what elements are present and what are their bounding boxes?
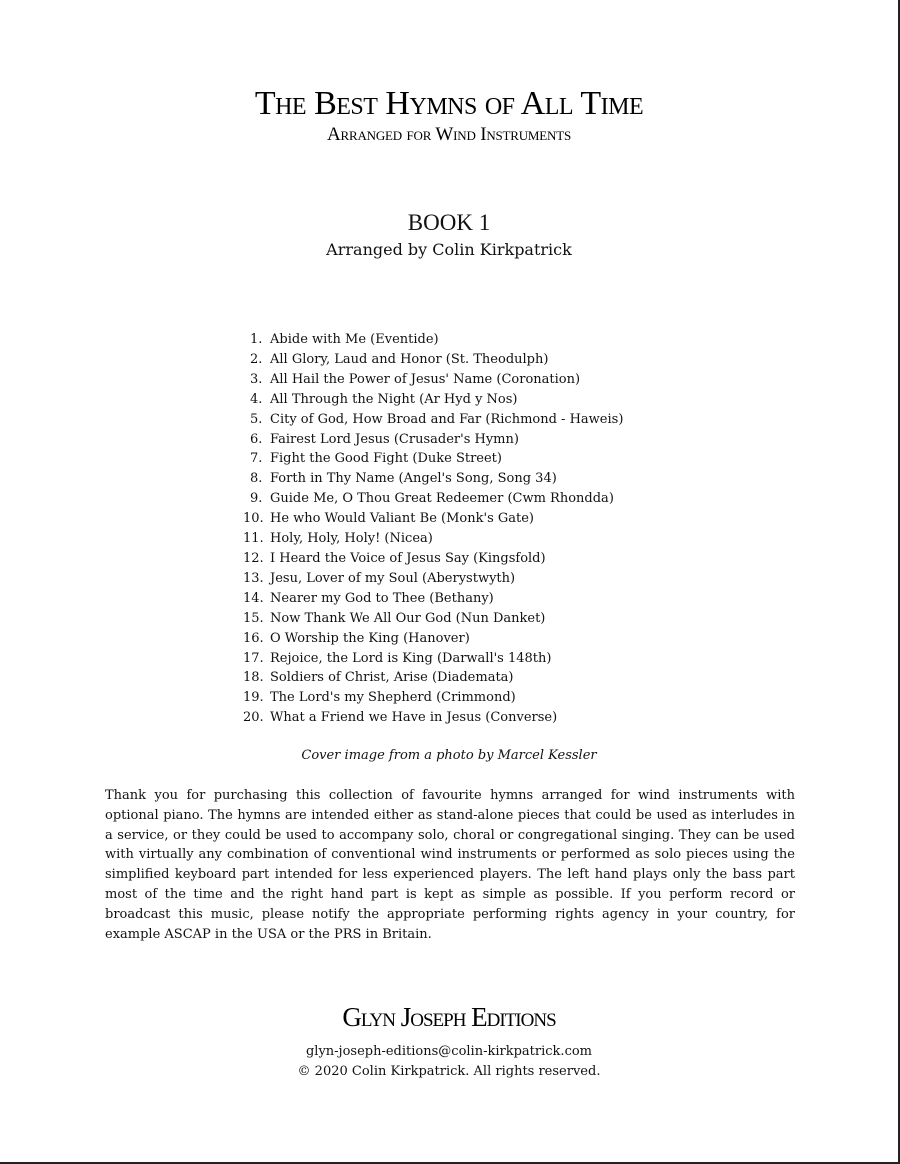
hymn-number: 14.: [243, 590, 264, 606]
hymn-number: 10.: [243, 511, 264, 527]
hymn-number: 7.: [250, 451, 263, 467]
arranger-credit: Arranged by Colin Kirkpatrick: [326, 240, 572, 259]
hymn-title: Fairest Lord Jesus (Crusader's Hymn): [270, 431, 519, 447]
hymn-number: 20.: [243, 710, 264, 726]
hymn-title: All Hail the Power of Jesus' Name (Coronation): [270, 371, 581, 387]
hymn-number: 4.: [250, 391, 263, 407]
hymn-title: I Heard the Voice of Jesus Say (Kingsfold): [270, 550, 546, 566]
hymn-list-item: [238, 390, 623, 410]
hymn-list-item: [238, 370, 623, 390]
hymn-list-item: [238, 529, 623, 549]
hymn-number: 1.: [250, 332, 263, 347]
hymn-number: 12.: [243, 550, 264, 566]
hymn-list: [238, 330, 623, 728]
hymn-number: 5.: [250, 411, 263, 427]
hymn-number: 2.: [250, 351, 263, 367]
hymn-title: Rejoice, the Lord is King (Darwall's 148th): [270, 650, 552, 666]
hymn-list-item: [238, 469, 623, 489]
hymn-title: Fight the Good Fight (Duke Street): [270, 451, 502, 467]
hymn-number: 17.: [243, 650, 264, 666]
hymn-list-item: [238, 430, 623, 450]
hymn-number: 16.: [243, 630, 264, 646]
hymn-number: 11.: [243, 531, 264, 547]
hymn-number: 8.: [250, 471, 263, 487]
hymn-title: Soldiers of Christ, Arise (Diademata): [270, 670, 514, 686]
hymn-list-item: [238, 569, 623, 589]
hymn-title: Guide Me, O Thou Great Redeemer (Cwm Rhondda): [270, 491, 614, 507]
hymn-title: Jesu, Lover of my Soul (Aberystwyth): [270, 570, 516, 586]
hymn-title: Holy, Holy, Holy! (Nicea): [270, 531, 433, 547]
hymn-number: 18.: [243, 670, 264, 686]
intro-paragraph: Thank you for purchasing this collection of favourite hymns arranged for wind instruments with optional piano. The hymns are intended either as stand-alone pieces that could be used as interludes in a service, or they could be used to accompany solo, choral or congregational singing. They can be used with virtually any combination of conventional wind instruments or performed as solo pieces using the simplified keyboard part intended for less experienced players. The left hand plays only the bass part most of the time and the right hand part is kept as simple as possible. If you perform record or broadcast this music, please notify the appropriate performing rights agency in your country, for example ASCAP in the USA or the PRS in Britain.: [105, 788, 795, 942]
hymn-list-item: [238, 589, 623, 609]
hymn-title: What a Friend we Have in Jesus (Converse): [270, 710, 558, 726]
hymn-list-item: [238, 410, 623, 430]
hymn-list-item: [238, 629, 623, 649]
hymn-list-item: [238, 609, 623, 629]
hymn-title: All Through the Night (Ar Hyd y Nos): [270, 391, 518, 407]
hymn-list-item: [238, 668, 623, 688]
hymn-title: City of God, How Broad and Far (Richmond - Haweis): [270, 411, 624, 427]
hymn-list-item: [238, 330, 623, 350]
hymn-title: Now Thank We All Our God (Nun Danket): [270, 610, 546, 626]
hymn-title: Forth in Thy Name (Angel's Song, Song 34): [270, 471, 557, 487]
hymn-list-item: [238, 549, 623, 569]
hymn-list-item: [238, 708, 623, 728]
copyright-notice: © 2020 Colin Kirkpatrick. All rights reserved.: [297, 1064, 601, 1079]
publisher-email: glyn-joseph-editions@colin-kirkpatrick.com: [305, 1044, 593, 1059]
hymn-title: O Worship the King (Hanover): [270, 630, 470, 646]
hymn-number: 19.: [243, 690, 264, 706]
collection-subtitle: Arranged for Wind Instruments: [327, 124, 571, 145]
hymn-list-item: [238, 449, 623, 469]
hymn-number: 15.: [243, 610, 264, 626]
cover-credit: Cover image from a photo by Marcel Kessler: [301, 748, 597, 763]
hymn-number: 13.: [243, 570, 264, 586]
hymn-title: The Lord's my Shepherd (Crimmond): [270, 690, 516, 706]
hymn-list-item: [238, 509, 623, 529]
hymn-list-item: [238, 350, 623, 370]
hymn-title: He who Would Valiant Be (Monk's Gate): [270, 511, 534, 527]
hymn-list-item: [238, 649, 623, 669]
hymn-list-item: [238, 489, 623, 509]
hymn-number: 6.: [250, 431, 263, 447]
hymn-list-item: [238, 688, 623, 708]
hymn-number: 9.: [250, 491, 263, 507]
hymn-title: Abide with Me (Eventide): [270, 332, 439, 347]
book-label: BOOK 1: [407, 210, 491, 235]
hymn-title: Nearer my God to Thee (Bethany): [270, 590, 494, 606]
publisher-logo-text: Glyn Joseph Editions: [342, 1002, 556, 1032]
hymn-title: All Glory, Laud and Honor (St. Theodulph): [270, 351, 549, 367]
collection-title: The Best Hymns of All Time: [254, 85, 644, 122]
hymn-number: 3.: [250, 371, 263, 387]
